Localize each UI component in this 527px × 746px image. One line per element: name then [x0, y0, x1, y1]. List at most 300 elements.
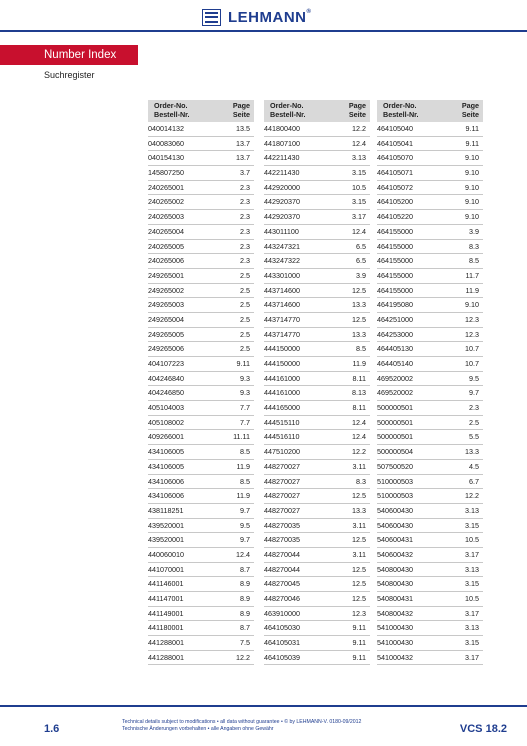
- order-number: 442920370: [264, 197, 300, 207]
- order-number: 444161000: [264, 388, 300, 398]
- page-ref: 8.11: [352, 373, 366, 383]
- order-number: 249265002: [148, 285, 184, 295]
- order-number: 444516110: [264, 432, 300, 442]
- page-ref: 9.10: [465, 212, 479, 222]
- page-ref: 13.7: [236, 138, 250, 148]
- order-number: 441288001: [148, 652, 184, 662]
- order-number: 540600430: [377, 520, 413, 530]
- page-ref: 3.15: [352, 197, 366, 207]
- table-row: [148, 386, 254, 401]
- page-ref: 7.7: [240, 417, 250, 427]
- table-row: [148, 137, 254, 152]
- page-ref: 11.9: [352, 359, 366, 368]
- lehmann-logo: [202, 8, 311, 26]
- order-number: 464155000: [377, 270, 413, 280]
- order-number: 500000501: [377, 417, 413, 427]
- table-row: [264, 386, 370, 401]
- page-ref: 2.3: [469, 403, 479, 413]
- table-row: [264, 401, 370, 416]
- order-number: 404246840: [148, 373, 184, 383]
- table-row: [264, 636, 370, 651]
- order-number: 447510200: [264, 447, 300, 457]
- page-ref: 12.5: [352, 314, 366, 324]
- table-row: [148, 563, 254, 578]
- table-row: [264, 195, 370, 210]
- order-number: 464105070: [377, 153, 413, 163]
- page-ref: 9.10: [465, 153, 479, 163]
- order-number: 464105220: [377, 212, 413, 222]
- page-ref: 9.10: [465, 300, 479, 310]
- page-ref: 2.5: [240, 285, 250, 295]
- order-number: 249265005: [148, 329, 184, 339]
- table-row: [148, 166, 254, 181]
- order-number: 541000430: [377, 638, 413, 648]
- table-row: [377, 313, 483, 328]
- section-title: Number Index: [0, 45, 138, 65]
- table-row: [264, 519, 370, 534]
- order-number: 240265001: [148, 182, 184, 192]
- section-subtitle: Suchregister: [44, 70, 95, 80]
- header-order-no: Order-No. Bestell-Nr.: [270, 101, 306, 119]
- table-row: [148, 445, 254, 460]
- page-ref: 3.13: [465, 505, 479, 515]
- table-row: [264, 298, 370, 313]
- table-row: [377, 372, 483, 387]
- page-ref: 12.3: [465, 314, 479, 324]
- page-ref: 9.11: [236, 359, 250, 368]
- table-row: [377, 577, 483, 592]
- page-ref: 8.3: [469, 241, 479, 251]
- order-number: 443301000: [264, 270, 300, 280]
- page-ref: 9.11: [352, 638, 366, 648]
- table-row: [148, 269, 254, 284]
- table-row: [148, 254, 254, 269]
- page-ref: 3.15: [465, 579, 479, 589]
- header-page: Page Seite: [232, 101, 250, 119]
- order-number: 540600430: [377, 505, 413, 515]
- order-number: 249265004: [148, 314, 184, 324]
- header-order-no: Order-No. Bestell-Nr.: [154, 101, 190, 119]
- page-ref: 11.7: [465, 270, 479, 280]
- page-ref: 10.5: [465, 594, 479, 603]
- page-ref: 6.5: [356, 256, 366, 266]
- table-row: [264, 592, 370, 607]
- page-ref: 9.7: [240, 535, 250, 545]
- page-ref: 3.15: [352, 168, 366, 178]
- page-ref: 3.17: [465, 652, 479, 662]
- order-number: 540600432: [377, 549, 413, 559]
- table-row: [264, 210, 370, 225]
- table-row: [264, 284, 370, 299]
- page-ref: 12.5: [352, 564, 366, 574]
- order-number: 469520002: [377, 373, 413, 383]
- footer-rule: [0, 705, 527, 707]
- order-number: 464405140: [377, 359, 413, 368]
- order-number: 240265003: [148, 212, 184, 222]
- page-ref: 9.5: [240, 520, 250, 530]
- page-ref: 4.5: [469, 461, 479, 471]
- table-row: [377, 269, 483, 284]
- order-number: 541000432: [377, 652, 413, 662]
- table-row: [377, 504, 483, 519]
- page-ref: 3.11: [352, 549, 366, 559]
- page-ref: 10.7: [465, 359, 479, 368]
- table-row: [264, 607, 370, 622]
- order-number: 464105200: [377, 197, 413, 207]
- footer-notes: [122, 719, 361, 732]
- table-row: [148, 298, 254, 313]
- order-number: 464253000: [377, 329, 413, 339]
- order-number: 434106005: [148, 447, 184, 457]
- page-number: 1.6: [44, 723, 60, 735]
- page-ref: 3.17: [465, 549, 479, 559]
- table-row: [148, 181, 254, 196]
- table-row: [377, 430, 483, 445]
- page-ref: 13.7: [236, 153, 250, 163]
- order-number: 441180001: [148, 623, 184, 633]
- header-page: Page Seite: [348, 101, 366, 119]
- order-number: 442211430: [264, 153, 300, 163]
- header-page: Page Seite: [461, 101, 479, 119]
- order-number: 464105072: [377, 182, 413, 192]
- order-number: 404246850: [148, 388, 184, 398]
- table-row: [148, 240, 254, 255]
- page-ref: 2.5: [240, 344, 250, 354]
- page-ref: 8.7: [240, 564, 250, 574]
- table-row: [148, 401, 254, 416]
- order-number: 439520001: [148, 535, 184, 545]
- order-number: 443714770: [264, 329, 300, 339]
- page-ref: 9.10: [465, 168, 479, 178]
- order-number: 441147001: [148, 594, 184, 603]
- page-ref: 8.9: [240, 579, 250, 589]
- table-row: [264, 342, 370, 357]
- order-number: 441149001: [148, 608, 184, 618]
- index-column: [264, 100, 370, 665]
- table-row: [377, 284, 483, 299]
- order-number: 240265006: [148, 256, 184, 266]
- page-ref: 8.13: [352, 388, 366, 398]
- table-row: [377, 607, 483, 622]
- page-ref: 12.4: [352, 138, 366, 148]
- order-number: 463910000: [264, 608, 300, 618]
- table-row: [148, 651, 254, 666]
- order-number: 443714770: [264, 314, 300, 324]
- page-ref: 3.17: [465, 608, 479, 618]
- page-ref: 11.9: [465, 285, 479, 295]
- table-row: [148, 636, 254, 651]
- table-row: [377, 137, 483, 152]
- page-ref: 12.3: [352, 608, 366, 618]
- brand-name: LEHMANN®: [228, 8, 312, 26]
- page-ref: 9.11: [465, 138, 479, 148]
- page-ref: 12.2: [352, 124, 366, 133]
- table-row: [377, 298, 483, 313]
- order-number: 444165000: [264, 403, 300, 413]
- page-ref: 8.9: [240, 608, 250, 618]
- page-ref: 13.3: [352, 505, 366, 515]
- order-number: 464251000: [377, 314, 413, 324]
- page-ref: 2.3: [240, 226, 250, 236]
- page-ref: 8.9: [240, 594, 250, 603]
- table-row: [148, 284, 254, 299]
- order-number: 464105041: [377, 138, 413, 148]
- order-number: 434106005: [148, 461, 184, 471]
- table-row: [377, 636, 483, 651]
- page-ref: 12.5: [352, 594, 366, 603]
- order-number: 464105030: [264, 623, 300, 633]
- order-number: 448270027: [264, 505, 300, 515]
- page-ref: 9.10: [465, 182, 479, 192]
- order-number: 464155000: [377, 285, 413, 295]
- table-row: [264, 225, 370, 240]
- order-number: 442211430: [264, 168, 300, 178]
- order-number: 540600431: [377, 535, 413, 545]
- table-row: [148, 621, 254, 636]
- table-row: [377, 386, 483, 401]
- table-row: [148, 519, 254, 534]
- table-row: [148, 195, 254, 210]
- page-ref: 13.3: [352, 300, 366, 310]
- order-number: 443247322: [264, 256, 300, 266]
- order-number: 464105071: [377, 168, 413, 178]
- page-ref: 3.11: [352, 461, 366, 471]
- table-row: [148, 607, 254, 622]
- page-ref: 9.10: [465, 197, 479, 207]
- page-ref: 12.4: [352, 226, 366, 236]
- page-ref: 5.5: [469, 432, 479, 442]
- table-row: [377, 548, 483, 563]
- table-row: [264, 328, 370, 343]
- table-row: [264, 240, 370, 255]
- order-number: 510000503: [377, 491, 413, 501]
- order-number: 040014132: [148, 124, 184, 133]
- page-ref: 3.15: [465, 638, 479, 648]
- order-number: 441288001: [148, 638, 184, 648]
- page-ref: 12.3: [465, 329, 479, 339]
- order-number: 240265002: [148, 197, 184, 207]
- order-number: 500000504: [377, 447, 413, 457]
- page-ref: 8.5: [469, 256, 479, 266]
- page-ref: 3.9: [469, 226, 479, 236]
- page-ref: 12.5: [352, 285, 366, 295]
- order-number: 464405130: [377, 344, 413, 354]
- table-row: [148, 328, 254, 343]
- table-row: [264, 475, 370, 490]
- table-row: [148, 122, 254, 137]
- table-row: [148, 489, 254, 504]
- table-row: [264, 533, 370, 548]
- order-number: 464155000: [377, 241, 413, 251]
- table-row: [148, 416, 254, 431]
- page-ref: 12.2: [236, 652, 250, 662]
- page-ref: 10.7: [465, 344, 479, 354]
- order-number: 448270035: [264, 520, 300, 530]
- page-ref: 3.9: [356, 270, 366, 280]
- order-number: 444150000: [264, 344, 300, 354]
- table-row: [264, 122, 370, 137]
- order-number: 240265004: [148, 226, 184, 236]
- page-ref: 13.3: [352, 329, 366, 339]
- page-ref: 8.7: [240, 623, 250, 633]
- page-ref: 10.5: [465, 535, 479, 545]
- page-ref: 8.5: [240, 447, 250, 457]
- order-number: 500000501: [377, 403, 413, 413]
- table-row: [377, 328, 483, 343]
- table-row: [377, 240, 483, 255]
- table-row: [264, 137, 370, 152]
- table-row: [264, 430, 370, 445]
- page-ref: 8.11: [352, 403, 366, 413]
- order-number: 040154130: [148, 153, 184, 163]
- page-ref: 2.3: [240, 197, 250, 207]
- column-header: [264, 100, 370, 122]
- page-ref: 13.3: [465, 447, 479, 457]
- table-row: [148, 342, 254, 357]
- table-row: [148, 504, 254, 519]
- table-row: [264, 489, 370, 504]
- page-ref: 2.3: [240, 256, 250, 266]
- table-row: [377, 519, 483, 534]
- page-ref: 12.4: [236, 549, 250, 559]
- table-row: [148, 533, 254, 548]
- order-number: 540800430: [377, 564, 413, 574]
- table-row: [377, 445, 483, 460]
- page-ref: 12.5: [352, 535, 366, 545]
- page-ref: 2.3: [240, 241, 250, 251]
- order-number: 441800400: [264, 124, 300, 133]
- order-number: 240265005: [148, 241, 184, 251]
- table-row: [148, 225, 254, 240]
- page-ref: 9.11: [465, 124, 479, 133]
- order-number: 145807250: [148, 168, 184, 178]
- page-ref: 3.13: [465, 623, 479, 633]
- order-number: 443714600: [264, 285, 300, 295]
- page-ref: 9.3: [240, 373, 250, 383]
- table-row: [148, 577, 254, 592]
- order-number: 464155000: [377, 256, 413, 266]
- table-row: [377, 210, 483, 225]
- page-ref: 12.2: [465, 491, 479, 501]
- footer-note-de: Technische Änderungen vorbehalten • alle Angaben ohne Gewähr: [122, 725, 274, 732]
- order-number: 448270027: [264, 461, 300, 471]
- page-ref: 7.7: [240, 403, 250, 413]
- order-number: 434106006: [148, 476, 184, 486]
- table-row: [377, 416, 483, 431]
- table-row: [264, 357, 370, 372]
- page-ref: 11.9: [236, 461, 250, 471]
- table-row: [148, 151, 254, 166]
- order-number: 409266001: [148, 432, 184, 442]
- table-row: [264, 651, 370, 666]
- order-number: 444150000: [264, 359, 300, 368]
- table-row: [377, 401, 483, 416]
- page-ref: 2.5: [240, 300, 250, 310]
- order-number: 540800431: [377, 594, 413, 603]
- order-number: 540800432: [377, 608, 413, 618]
- page-ref: 9.11: [352, 652, 366, 662]
- table-row: [148, 372, 254, 387]
- table-row: [377, 225, 483, 240]
- logo-mark-icon: [202, 9, 221, 26]
- order-number: 448270027: [264, 476, 300, 486]
- page-ref: 11.11: [233, 432, 250, 442]
- page-ref: 12.5: [352, 491, 366, 501]
- table-row: [264, 548, 370, 563]
- page-ref: 12.4: [352, 432, 366, 442]
- page-ref: 8.5: [240, 476, 250, 486]
- order-number: 405108002: [148, 417, 184, 427]
- page-ref: 2.5: [469, 417, 479, 427]
- table-row: [264, 313, 370, 328]
- table-row: [264, 151, 370, 166]
- page-ref: 9.3: [240, 388, 250, 398]
- page-ref: 2.3: [240, 212, 250, 222]
- page-ref: 10.5: [352, 182, 366, 192]
- table-row: [377, 651, 483, 666]
- page-ref: 8.5: [356, 344, 366, 354]
- table-row: [377, 357, 483, 372]
- order-number: 441070001: [148, 564, 184, 574]
- table-row: [148, 548, 254, 563]
- order-number: 443247321: [264, 241, 300, 251]
- order-number: 448270046: [264, 594, 300, 603]
- page-ref: 2.3: [240, 182, 250, 192]
- order-number: 469520002: [377, 388, 413, 398]
- order-number: 443011100: [264, 226, 299, 236]
- page-ref: 3.13: [465, 564, 479, 574]
- order-number: 249265003: [148, 300, 184, 310]
- header-order-no: Order-No. Bestell-Nr.: [383, 101, 419, 119]
- page-ref: 9.7: [240, 505, 250, 515]
- order-number: 448270035: [264, 535, 300, 545]
- table-row: [264, 416, 370, 431]
- table-row: [264, 445, 370, 460]
- table-row: [377, 166, 483, 181]
- order-number: 444161000: [264, 373, 300, 383]
- order-number: 405104003: [148, 403, 184, 413]
- index-column: [148, 100, 254, 665]
- order-number: 448270027: [264, 491, 300, 501]
- order-number: 540800430: [377, 579, 413, 589]
- table-row: [377, 460, 483, 475]
- index-column: [377, 100, 483, 665]
- table-row: [148, 475, 254, 490]
- table-row: [264, 181, 370, 196]
- page-ref: 3.17: [352, 212, 366, 222]
- page-ref: 2.5: [240, 329, 250, 339]
- page-ref: 13.5: [236, 124, 250, 133]
- order-number: 464105040: [377, 124, 413, 133]
- page-ref: 9.5: [469, 373, 479, 383]
- order-number: 442920000: [264, 182, 300, 192]
- table-row: [377, 122, 483, 137]
- page-ref: 12.2: [352, 447, 366, 457]
- order-number: 040083060: [148, 138, 184, 148]
- table-row: [377, 621, 483, 636]
- table-row: [377, 563, 483, 578]
- page-ref: 7.5: [240, 638, 250, 648]
- table-row: [264, 621, 370, 636]
- order-number: 442920370: [264, 212, 300, 222]
- order-number: 249265001: [148, 270, 184, 280]
- order-number: 464105031: [264, 638, 300, 648]
- table-row: [148, 357, 254, 372]
- order-number: 441146001: [148, 579, 184, 589]
- table-row: [148, 460, 254, 475]
- page-ref: 3.7: [240, 168, 250, 178]
- table-row: [148, 592, 254, 607]
